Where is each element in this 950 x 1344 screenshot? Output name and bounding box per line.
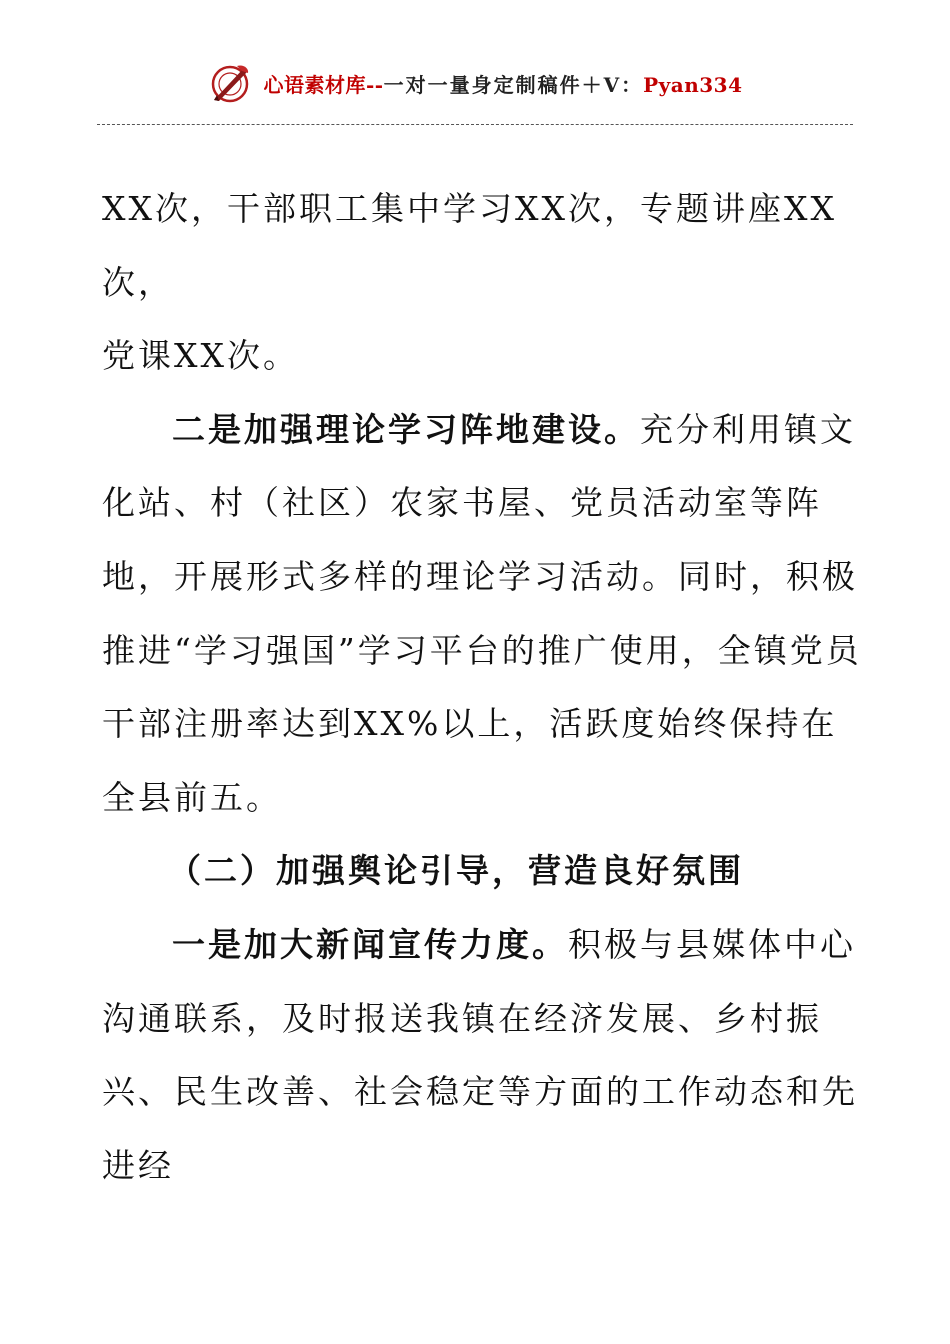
paragraph-line: XX次，干部职工集中学习XX次，专题讲座XX次， xyxy=(102,189,837,302)
wechat-id: Pyan334 xyxy=(643,72,743,97)
paragraph-lead: 二是加强理论学习阵地建设。 xyxy=(172,409,640,449)
quill-logo-icon xyxy=(207,60,253,106)
paragraph-news-publicity xyxy=(102,908,862,1202)
section-heading: （二）加强舆论引导，营造良好氛围 xyxy=(168,851,744,891)
paragraph-body: 充分利用镇文化站、村（社区）农家书屋、党员活动室等阵地，开展形式多样的理论学习活动。同时，积极推进“学习强国”学习平台的推广使用，全镇党员干部注册率达到XX%以上，活跃度始终保持在全县前五。 xyxy=(102,409,862,817)
brand-name: 心语素材库 xyxy=(263,72,366,97)
header-text xyxy=(263,69,742,98)
paragraph-body: 积极与县媒体中心沟通联系，及时报送我镇在经济发展、乡村振兴、民生改善、社会稳定等方面的工作动态和先进经 xyxy=(102,924,858,1185)
paragraph-study-positions xyxy=(102,393,862,835)
header-divider xyxy=(97,124,853,125)
document-body xyxy=(102,172,862,1202)
paragraph-lead: 一是加大新闻宣传力度。 xyxy=(172,924,568,964)
header-tagline: 一对一量身定制稿件＋V： xyxy=(383,72,644,97)
page-header xyxy=(0,58,950,108)
header-separator: -- xyxy=(365,72,384,97)
paragraph-continuation xyxy=(102,172,862,393)
paragraph-line: 党课XX次。 xyxy=(102,336,299,376)
